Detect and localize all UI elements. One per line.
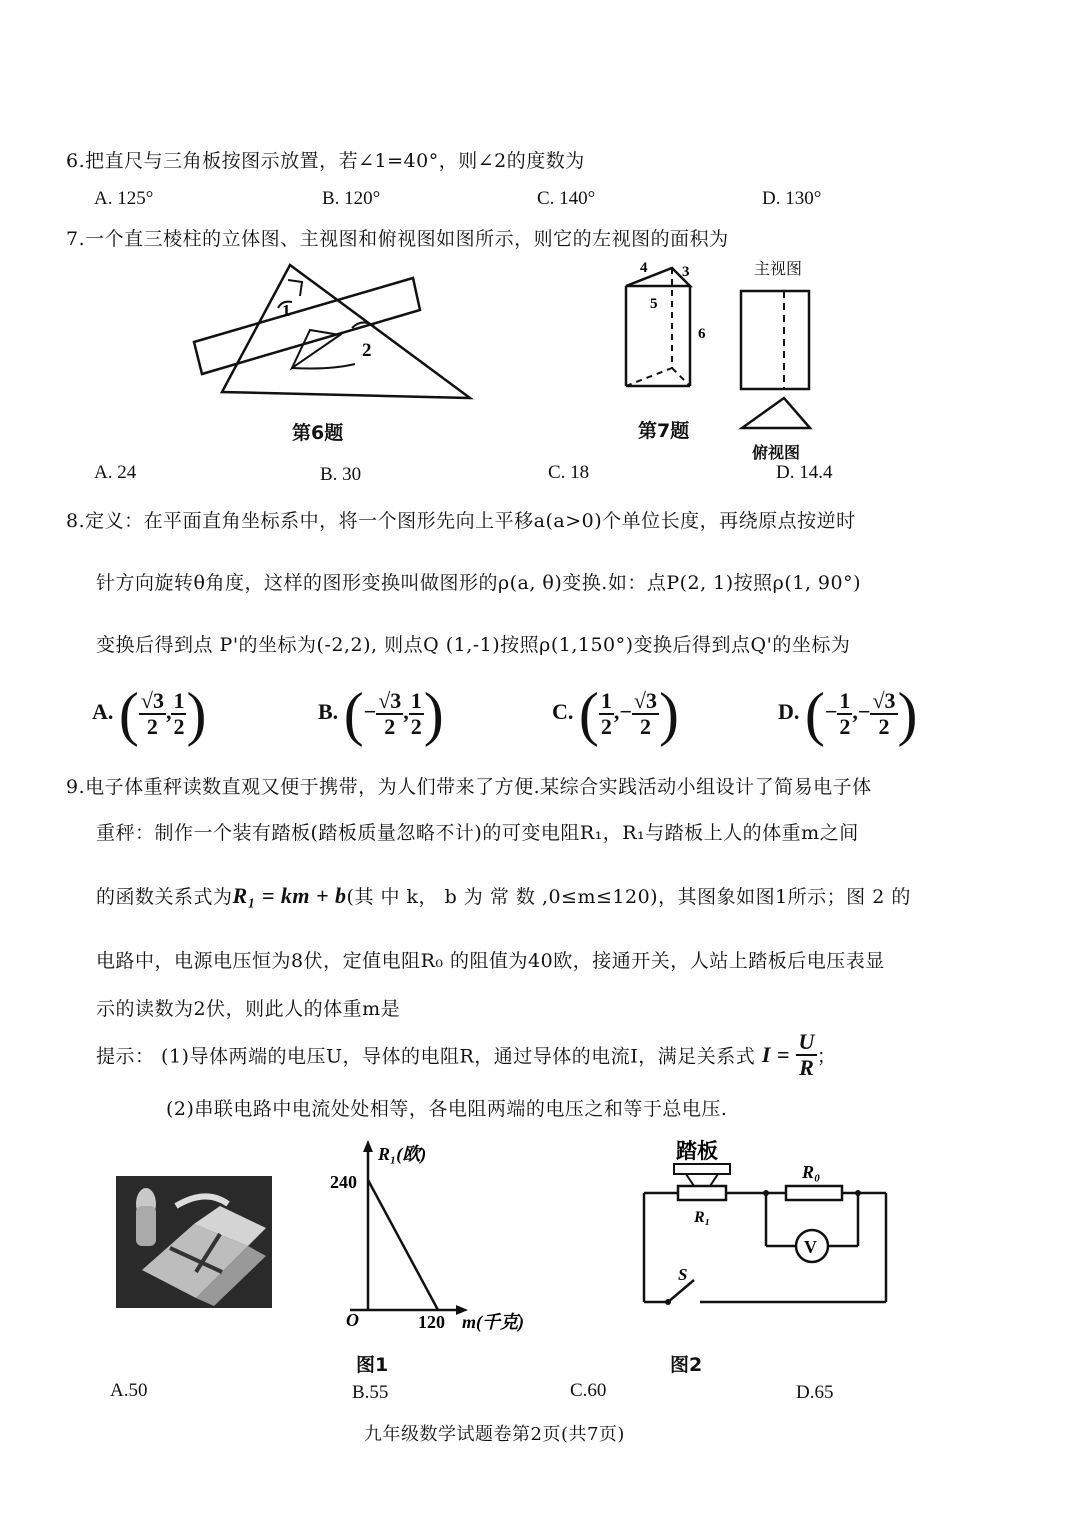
q9-line-3: 的函数关系式为R₁ = km + b(其 中 k， b 为 常 数 ,0≤m≤120)，其图象如图1所示；图 2 的 bbox=[96, 883, 911, 908]
scale-photo bbox=[116, 1176, 272, 1308]
q8-option-c: C. ( $\frac{1}{2}$ ,− $\frac{√3}{2}$ ) bbox=[552, 681, 679, 747]
graph-origin-label: O bbox=[346, 1310, 359, 1330]
q9-line-4: 电路中，电源电压恒为8伏，定值电阻R₀ 的阻值为40欧，接通开关，人站上踏板后电压表显 bbox=[96, 950, 885, 972]
q6-option-b: B. 120° bbox=[322, 188, 381, 209]
graph-x-tick-120: 120 bbox=[418, 1312, 445, 1332]
q6-stem: 6.把直尺与三角板按图示放置，若∠1=40°，则∠2的度数为 bbox=[66, 150, 585, 172]
q8-option-b: B. (− $\frac{√3}{2}$ , $\frac{1}{2}$ ) bbox=[318, 681, 444, 747]
r1-label: R₁ bbox=[694, 1209, 711, 1226]
angle-2-label: 2 bbox=[362, 340, 372, 361]
q6-option-d: D. 130° bbox=[762, 188, 822, 209]
page-footer: 九年级数学试题卷第2页(共7页) bbox=[364, 1424, 625, 1445]
r0-label: R₀ bbox=[802, 1162, 821, 1182]
edge-label-6: 6 bbox=[698, 326, 706, 342]
graph-y-axis-label: R₁(欧) bbox=[378, 1144, 427, 1164]
q9-graph-figure bbox=[330, 1136, 560, 1336]
top-view-figure bbox=[738, 394, 814, 432]
q9-line-5: 示的读数为2伏，则此人的体重m是 bbox=[96, 998, 401, 1020]
q9-hint-1: 提示： (1)导体两端的电压U，导体的电阻R，通过导体的电流I，满足关系式 I = $\frac{U}{R}$ ； bbox=[96, 1029, 837, 1081]
q9-line-2: 重秤：制作一个装有踏板(踏板质量忽略不计)的可变电阻R₁，R₁与踏板上人的体重m之间 bbox=[96, 822, 859, 844]
front-view-label: 主视图 bbox=[754, 259, 803, 278]
q9-option-d: D.65 bbox=[796, 1382, 834, 1403]
edge-label-3: 3 bbox=[682, 264, 690, 280]
angle-1-label: 1 bbox=[282, 301, 291, 320]
q8-option-a: A. ( $\frac{√3}{2}$ , $\frac{1}{2}$ ) bbox=[92, 681, 207, 747]
q8-line-1: 8.定义：在平面直角坐标系中，将一个图形先向上平移a(a>0)个单位长度，再绕原点按逆时 bbox=[66, 510, 856, 532]
q6-figure-caption: 第6题 bbox=[292, 422, 344, 444]
switch-label: S bbox=[678, 1265, 688, 1284]
graph-caption: 图1 bbox=[356, 1354, 389, 1376]
top-view-label: 俯视图 bbox=[752, 443, 801, 462]
q8-line-3: 变换后得到点 P'的坐标为(-2,2), 则点Q (1,-1)按照ρ(1,150°)变换后得到点Q'的坐标为 bbox=[96, 634, 851, 656]
q6-option-c: C. 140° bbox=[537, 188, 596, 209]
q8-line-2: 针方向旋转θ角度，这样的图形变换叫做图形的ρ(a, θ)变换.如：点P(2, 1)按照ρ(1, 90°) bbox=[96, 572, 862, 594]
q9-hint-2: (2)串联电路中电流处处相等，各电阻两端的电压之和等于总电压. bbox=[166, 1098, 728, 1120]
q7-stem: 7.一个直三棱柱的立体图、主视图和俯视图如图所示，则它的左视图的面积为 bbox=[66, 228, 729, 250]
q7-figure-caption: 第7题 bbox=[638, 420, 690, 442]
front-view-figure bbox=[738, 288, 814, 392]
graph-x-axis-label: m(千克) bbox=[462, 1312, 524, 1332]
edge-label-4: 4 bbox=[640, 260, 648, 276]
q8-option-d: D. (− $\frac{1}{2}$ ,− $\frac{√3}{2}$ ) bbox=[778, 681, 918, 747]
pedal-label: 踏板 bbox=[676, 1139, 718, 1163]
voltmeter-label: V bbox=[804, 1237, 817, 1257]
graph-y-tick-240: 240 bbox=[330, 1172, 357, 1192]
q7-option-a: A. 24 bbox=[94, 462, 137, 483]
q7-option-d: D. 14.4 bbox=[776, 462, 833, 483]
q9-option-b: B.55 bbox=[352, 1382, 389, 1403]
q7-option-b: B. 30 bbox=[320, 464, 362, 485]
edge-label-5: 5 bbox=[650, 296, 658, 312]
q9-line-1: 9.电子体重秤读数直观又便于携带，为人们带来了方便.某综合实践活动小组设计了简易电子体 bbox=[66, 776, 872, 798]
q9-option-c: C.60 bbox=[570, 1380, 607, 1401]
q6-figure bbox=[180, 260, 490, 410]
circuit-caption: 图2 bbox=[670, 1354, 703, 1376]
q6-option-a: A. 125° bbox=[94, 188, 154, 209]
q9-circuit-figure bbox=[636, 1136, 896, 1312]
q7-prism-figure bbox=[610, 256, 720, 396]
q9-option-a: A.50 bbox=[110, 1380, 148, 1401]
q7-option-c: C. 18 bbox=[548, 462, 590, 483]
q9-formula: R₁ = km + b bbox=[232, 883, 347, 908]
